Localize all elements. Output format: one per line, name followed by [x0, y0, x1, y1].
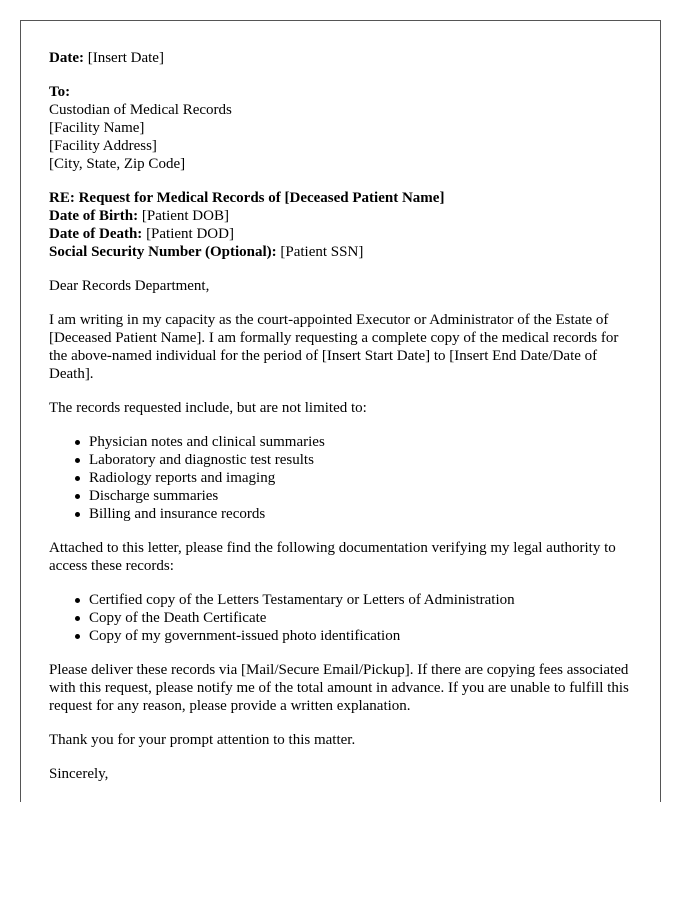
- bullet-icon: [75, 634, 80, 639]
- list-item-text: Physician notes and clinical summaries: [89, 434, 325, 450]
- ssn-value: [Patient SSN]: [276, 244, 364, 260]
- bullet-icon: [75, 458, 80, 463]
- list-item: [89, 505, 634, 523]
- thanks-paragraph: Thank you for your prompt attention to this matter.: [49, 732, 356, 748]
- recipient-line: [Facility Address]: [49, 138, 157, 154]
- list-item-text: Copy of my government-issued photo identification: [89, 628, 401, 644]
- bullet-icon: [75, 598, 80, 603]
- letter-page: [20, 20, 661, 802]
- recipient-line: [City, State, Zip Code]: [49, 156, 186, 172]
- list-item: [89, 487, 634, 505]
- dod-value: [Patient DOD]: [142, 226, 234, 242]
- ssn-label: Social Security Number (Optional):: [49, 244, 277, 260]
- recipient-line: [Facility Name]: [49, 120, 145, 136]
- date-value: [Insert Date]: [83, 50, 164, 66]
- bullet-icon: [75, 476, 80, 481]
- closing: Sincerely,: [49, 766, 109, 782]
- list-item: [89, 433, 634, 451]
- salutation: Dear Records Department,: [49, 278, 210, 294]
- re-block: [49, 189, 634, 261]
- list-item-text: Copy of the Death Certificate: [89, 610, 267, 626]
- recipient-block: [49, 83, 634, 173]
- bullet-icon: [75, 616, 80, 621]
- records-list: [49, 433, 634, 523]
- date-label: Date:: [49, 50, 84, 66]
- recipient-line: Custodian of Medical Records: [49, 102, 232, 118]
- documents-intro-paragraph: Attached to this letter, please find the following documentation verifying my legal authority to access these records:: [49, 540, 616, 574]
- documents-list: [49, 591, 634, 645]
- list-item-text: Radiology reports and imaging: [89, 470, 276, 486]
- list-item: [89, 469, 634, 487]
- dob-value: [Patient DOB]: [138, 208, 229, 224]
- list-item: [89, 451, 634, 469]
- dob-label: Date of Birth:: [49, 208, 139, 224]
- delivery-paragraph: Please deliver these records via [Mail/Secure Email/Pickup]. If there are copying fees associated with this request, please notify me of the total amount in advance. If you are unable to fulfill this request for any reason, please provide a written explanation.: [49, 662, 629, 714]
- bullet-icon: [75, 512, 80, 517]
- dod-label: Date of Death:: [49, 226, 143, 242]
- re-subject: RE: Request for Medical Records of [Deceased Patient Name]: [49, 190, 445, 206]
- bullet-icon: [75, 440, 80, 445]
- recipient-label: To:: [49, 84, 71, 100]
- list-item: [89, 591, 634, 609]
- list-item: [89, 627, 634, 645]
- bullet-icon: [75, 494, 80, 499]
- list-item-text: Certified copy of the Letters Testamentary or Letters of Administration: [89, 592, 515, 608]
- list-item-text: Discharge summaries: [89, 488, 219, 504]
- list-item-text: Laboratory and diagnostic test results: [89, 452, 314, 468]
- list-item-text: Billing and insurance records: [89, 506, 266, 522]
- records-intro-paragraph: The records requested include, but are not limited to:: [49, 400, 367, 416]
- date-line: [49, 49, 634, 67]
- letter-content: [49, 49, 634, 799]
- intro-paragraph: I am writing in my capacity as the court-appointed Executor or Administrator of the Estate of [Deceased Patient Name]. I am formally requesting a complete copy of the medical records for the above-named individual for the period of [Insert Start Date] to [Insert End Date/Date of Death].: [49, 312, 619, 382]
- list-item: [89, 609, 634, 627]
